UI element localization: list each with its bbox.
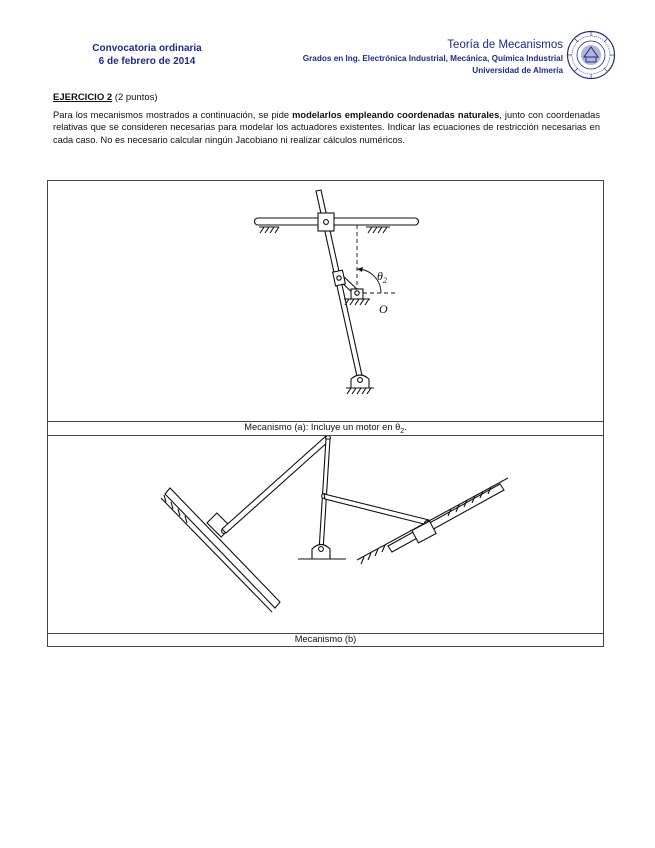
university-name: Universidad de Almería — [472, 66, 563, 75]
exam-date: 6 de febrero de 2014 — [98, 56, 196, 67]
course-title: Teoría de Mecanismos — [447, 39, 563, 51]
exercise-title: EJERCICIO 2 — [53, 92, 113, 103]
exercise-heading — [53, 92, 158, 103]
theta2-label: $\theta_2$ — [377, 269, 387, 285]
degree-list: Grados en Ing. Electrónica Industrial, Mecánica, Química Industrial — [302, 54, 563, 63]
statement-emphasis: modelarlos empleando coordenadas naturales — [292, 110, 500, 120]
exercise-points: (2 puntos) — [114, 92, 158, 103]
statement-intro: Para los mecanismos mostrados a continuación, se pide — [53, 110, 293, 120]
mechanism-b-caption: Mecanismo (b) — [294, 634, 357, 644]
figures-frame — [47, 180, 604, 647]
exam-session: Convocatoria ordinaria — [92, 43, 202, 54]
exam-session-header — [72, 42, 222, 68]
university-seal-icon — [566, 30, 616, 80]
mechanism-a-caption: Mecanismo (a): Incluye un motor en $\theta_2$. — [244, 422, 407, 435]
exercise-statement — [53, 109, 600, 146]
mechanism-a-diagram — [48, 181, 603, 421]
origin-label: O — [379, 302, 388, 316]
mechanism-b-diagram — [48, 436, 603, 634]
course-header — [303, 38, 563, 76]
statement-rest: , junto con coordenadas relativas que se consideren necesarias para modelar los actuadores existentes. Indicar las ecuaciones de restricción necesarias en cada caso. No es necesario calcular ningún Jacobiano ni realizar cálculos numéricos. — [53, 110, 600, 145]
